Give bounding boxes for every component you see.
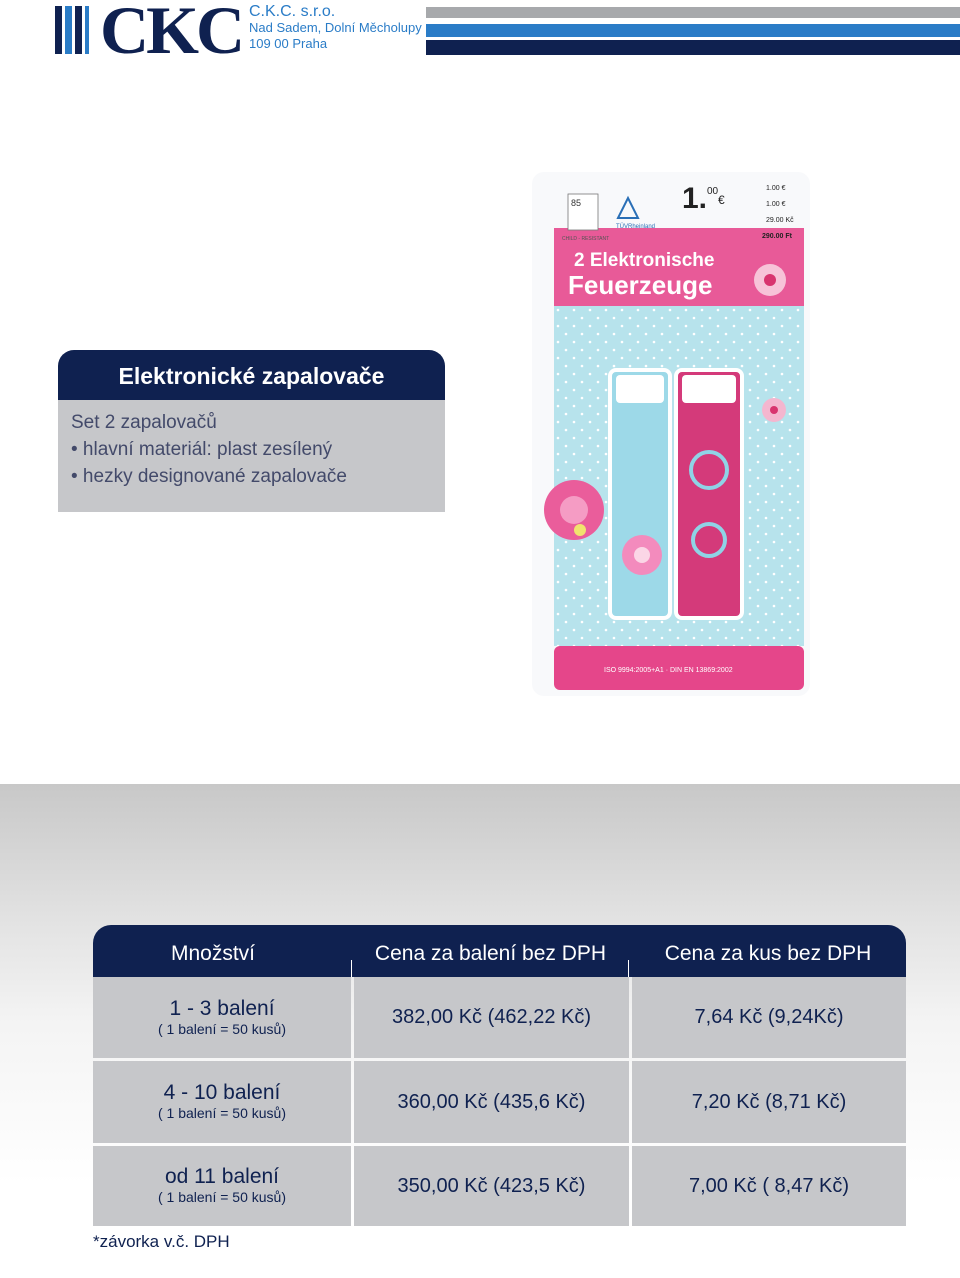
table-cell-unit-price xyxy=(632,977,906,1058)
product-title: Elektronické zapalovače xyxy=(58,350,445,400)
product-image xyxy=(530,170,812,700)
header-separator xyxy=(351,960,352,977)
banner-heading: Feuerzeuge xyxy=(568,270,713,300)
pack-price: 350,00 Kč (423,5 Kč) xyxy=(397,1174,586,1197)
quantity-range: od 11 balení xyxy=(164,1165,280,1188)
pack-price: 360,00 Kč (435,6 Kč) xyxy=(397,1090,586,1113)
header-pack-price: Cena za balení bez DPH xyxy=(374,942,607,965)
svg-text:1.00 €: 1.00 € xyxy=(766,201,786,208)
table-cell-unit-price xyxy=(632,1146,906,1226)
header-stripe-blue xyxy=(426,24,960,37)
pack-price: 382,00 Kč (462,22 Kč) xyxy=(391,1006,591,1028)
table-cell-unit-price xyxy=(632,1061,906,1143)
product-line: • hezky designované zapalovače xyxy=(71,466,348,487)
svg-text:290.00 Ft: 290.00 Ft xyxy=(762,233,792,240)
pack-size-note: ( 1 balení = 50 kusů) xyxy=(157,1105,287,1121)
company-logo: CKC xyxy=(100,0,243,68)
svg-text:1.00 €: 1.00 € xyxy=(766,185,786,192)
header-separator xyxy=(628,960,629,977)
product-line: • hlavní materiál: plast zesílený xyxy=(71,439,333,460)
svg-text:€: € xyxy=(718,193,725,207)
banner-heading: 2 Elektronische xyxy=(574,250,715,271)
certifier-label: TÜVRheinland xyxy=(616,224,656,230)
lighter-pink xyxy=(676,370,742,618)
product-line: Set 2 zapalovačů xyxy=(71,412,217,433)
vat-footnote: *závorka v.č. DPH xyxy=(93,1232,230,1251)
company-name: C.K.C. s.r.o. xyxy=(249,3,336,20)
company-address xyxy=(249,4,422,52)
svg-text:00: 00 xyxy=(707,186,719,197)
lighter-blue xyxy=(610,370,670,618)
unit-price: 7,00 Kč ( 8,47 Kč) xyxy=(688,1174,850,1197)
product-description xyxy=(58,400,445,512)
svg-text:1.: 1. xyxy=(682,182,708,215)
header-stripe-gray xyxy=(426,7,960,18)
header-unit-price: Cena za kus bez DPH xyxy=(664,942,872,965)
company-city: 109 00 Praha xyxy=(249,36,328,51)
unit-price: 7,20 Kč (8,71 Kč) xyxy=(691,1090,847,1113)
quantity-range: 4 - 10 balení xyxy=(163,1081,281,1104)
svg-text:29.00 Kč: 29.00 Kč xyxy=(766,217,794,224)
header-quantity: Množství xyxy=(170,942,256,965)
table-cell-pack-price xyxy=(354,1061,629,1143)
table-cell-quantity xyxy=(93,1146,351,1226)
standards-label: ISO 9994:2005+A1 · DIN EN 13869:2002 xyxy=(604,667,733,674)
table-cell-pack-price xyxy=(354,977,629,1058)
table-cell-pack-price xyxy=(354,1146,629,1226)
svg-text:85: 85 xyxy=(571,198,582,208)
price-table-header xyxy=(93,925,906,977)
table-cell-quantity xyxy=(93,1061,351,1143)
unit-price: 7,64 Kč (9,24Kč) xyxy=(694,1006,844,1028)
child-resistant-label: CHILD - RESISTANT xyxy=(562,236,610,242)
table-cell-quantity xyxy=(93,977,351,1058)
quantity-range: 1 - 3 balení xyxy=(169,996,275,1020)
company-street: Nad Sadem, Dolní Měcholupy xyxy=(249,20,422,35)
pack-size-note: ( 1 balení = 50 kusů) xyxy=(157,1189,287,1205)
header-stripe-navy xyxy=(426,40,960,55)
logo-bars xyxy=(55,6,93,54)
pack-size-note: ( 1 balení = 50 kusů) xyxy=(157,1020,287,1037)
